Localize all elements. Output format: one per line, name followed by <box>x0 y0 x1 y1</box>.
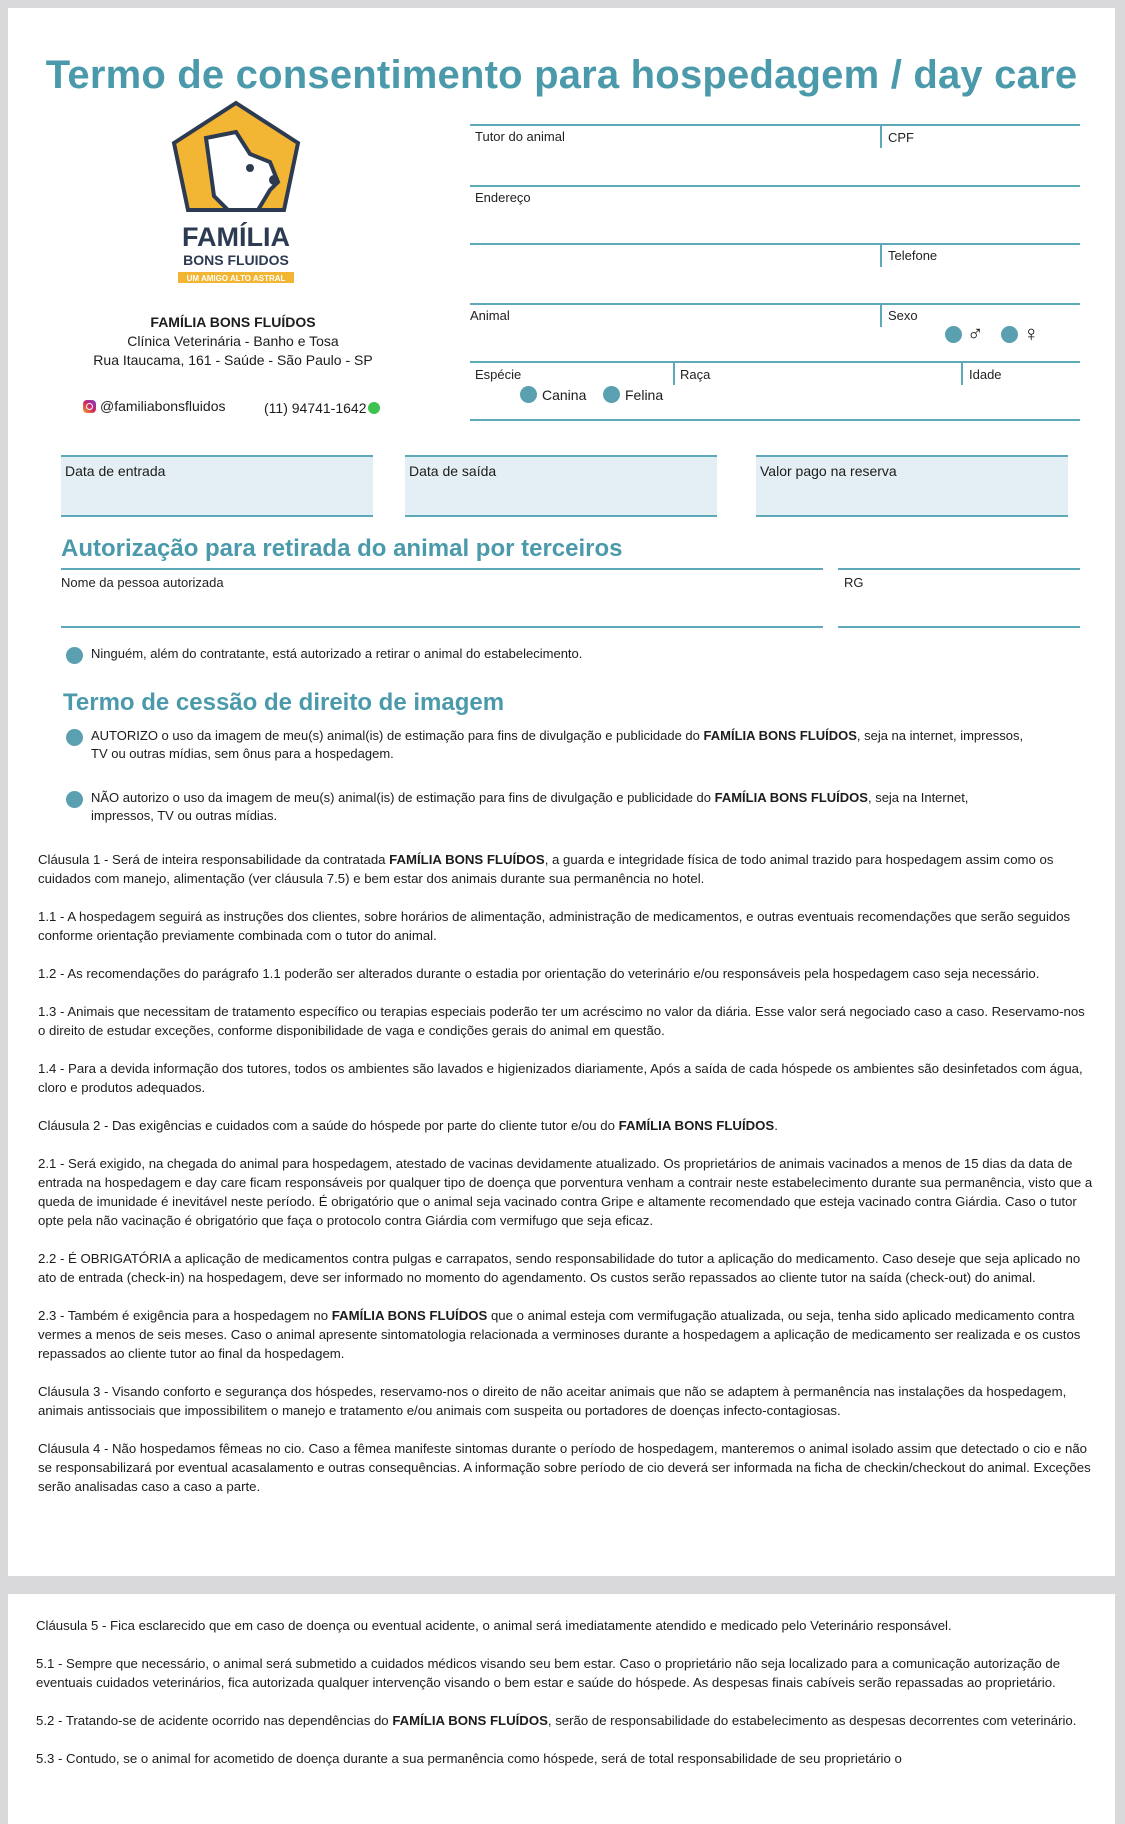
form-line <box>470 243 1080 245</box>
autorizo-imagem-option[interactable]: AUTORIZO o uso da imagem de meu(s) animal(is) de estimação para fins de divulgação e publicidade do FAMÍLIA BONS FLUÍDOS, seja na internet, impressos, TV ou outras mídias, sem ônus para a hospedagem. <box>66 727 1026 763</box>
form-line <box>61 626 823 628</box>
form-line <box>470 361 1080 363</box>
idade-field[interactable]: Idade <box>969 367 1002 382</box>
endereco-field[interactable]: Endereço <box>475 190 531 205</box>
form-line <box>838 568 1080 570</box>
familia-bons-fluidos-logo <box>166 98 306 298</box>
imagem-title: Termo de cessão de direito de imagem <box>63 689 505 716</box>
nome-autorizado-field[interactable]: Nome da pessoa autorizada <box>61 575 224 590</box>
form-line <box>470 124 1080 126</box>
valor-reserva-field[interactable]: Valor pago na reserva <box>756 455 1068 517</box>
clinic-services: Clínica Veterinária - Banho e Tosa <box>127 333 339 349</box>
radio-dot-icon <box>66 729 83 746</box>
sexo-field[interactable]: Sexo <box>888 308 918 323</box>
especie-field[interactable]: Espécie <box>475 367 522 382</box>
radio-dot-icon <box>66 791 83 808</box>
female-icon: ♀ <box>1023 321 1040 346</box>
radio-dot-icon <box>603 386 620 403</box>
document-page-1 <box>8 8 1115 1576</box>
form-line <box>61 568 823 570</box>
clausula-4: Cláusula 4 - Não hospedamos fêmeas no cio. Caso a fêmea manifeste sintomas durante o período de hospedagem, manteremos o animal isolado assim que detectado o cio e não se responsabilizará por eventual acasalamento e outras consequências. A informação sobre período de cio deverá ser informada na ficha de checkin/checkout do animal. Exceções serão analisadas caso a caso a parte. <box>38 1441 1091 1494</box>
document-page-2 <box>8 1594 1115 1824</box>
form-divider <box>880 126 882 148</box>
male-icon: ♂ <box>967 321 984 346</box>
clausula-3: Cláusula 3 - Visando conforto e segurança dos hóspedes, reservamo-nos o direito de não aceitar animais que não se adaptem à permanência nas instalações da hospedagem, animais antissociais que impossibilitem o manejo e tratamento e/ou animais com suspeita ou portadores de doenças infecto-contagiosas. <box>38 1384 1067 1418</box>
clausula-2-3: 2.3 - Também é exigência para a hospedagem no FAMÍLIA BONS FLUÍDOS que o animal esteja com vermifugação atualizada, ou seja, tenha sido aplicado medicamento contra vermes a menos de seis meses. Caso o animal apresente sintomatologia relacionada a verminoses durante a hospedagem a aplicação de medicamento ser realizada e os custos repassados ao cliente tutor ao final da hospedagem. <box>38 1308 1081 1361</box>
radio-dot-icon <box>520 386 537 403</box>
instagram-icon <box>83 400 96 413</box>
clausula-2-1: 2.1 - Será exigido, na chegada do animal para hospedagem, atestado de vacinas devidamente atualizado. Os proprietários de animais vacinados a menos de 15 dias da data de entrada na hospedagem e day care ficam responsáveis por qualquer tipo de doença que porventura venham a contrair neste estabelecimento durante sua permanência, visto que a queda de imunidade é inevitável neste período. É obrigatório que o animal seja vacinado contra Gripe e altamente recomendado que esteja vacinado contra Giárdia. Caso o tutor opte pela não vacinação é obrigatório que faça o protocolo contra Giárdia com vermifugo que seja eficaz. <box>38 1156 1093 1228</box>
clinic-info <box>78 313 388 370</box>
rg-field[interactable]: RG <box>844 575 864 590</box>
clausula-5-3: 5.3 - Contudo, se o animal for acometido de doença durante a sua permanência como hóspede, será de total responsabilidade de seu proprietário o <box>36 1751 902 1766</box>
radio-dot-icon <box>66 647 83 664</box>
clausula-5-1: 5.1 - Sempre que necessário, o animal será submetido a cuidados médicos visando seu bem estar. Caso o proprietário não seja localizado para a comunicação autorização de eventuais cuidados veterinários, fica autorizada qualquer intervenção visando o bem estar e saúde do hóspede. As despesas finais cabíveis serão repassadas ao proprietário. <box>36 1656 1061 1690</box>
form-divider <box>880 305 882 327</box>
clausula-1-3: 1.3 - Animais que necessitam de tratamento específico ou terapias especiais poderão ter um acréscimo no valor da diária. Esse valor será negociado caso a caso. Reservamo-nos o direito de estudar exceções, conforme disponibilidade de vaga e condições gerais do animal em questão. <box>38 1004 1085 1038</box>
document-title: Termo de consentimento para hospedagem / day care <box>45 53 1078 97</box>
telefone-field[interactable]: Telefone <box>888 248 938 263</box>
sexo-male-option[interactable] <box>945 321 984 346</box>
especie-felina-option[interactable]: Felina <box>603 386 663 403</box>
clausula-2: Cláusula 2 - Das exigências e cuidados com a saúde do hóspede por parte do cliente tutor e/ou do FAMÍLIA BONS FLUÍDOS. <box>38 1118 778 1133</box>
cpf-field[interactable]: CPF <box>888 130 914 145</box>
whatsapp-icon <box>368 402 380 414</box>
clinic-name: FAMÍLIA BONS FLUÍDOS <box>150 314 316 330</box>
tutor-field[interactable]: Tutor do animal <box>475 129 565 144</box>
radio-dot-icon <box>945 326 962 343</box>
clauses-text-page2 <box>36 1616 1091 1787</box>
autorizacao-title: Autorização para retirada do animal por terceiros <box>61 535 623 562</box>
ninguem-option[interactable]: Ninguém, além do contratante, está autorizado a retirar o animal do estabelecimento. <box>66 645 582 664</box>
form-line <box>470 303 1080 305</box>
clausula-2-2: 2.2 - É OBRIGATÓRIA a aplicação de medicamentos contra pulgas e carrapatos, sendo responsabilidade do tutor a aplicação do medicamento. Caso deseje que seja aplicado no ato de entrada (check-in) na hospedagem, deve ser informado no momento do agendamento. Os custos serão repassados ao cliente tutor na saída (check-out) do animal. <box>38 1251 1081 1285</box>
clausula-1-4: 1.4 - Para a devida informação dos tutores, todos os ambientes são lavados e higienizados diariamente, Após a saída de cada hóspede os ambientes são desinfetados com água, cloro e produtos adequados. <box>38 1061 1083 1095</box>
clausula-5-2: 5.2 - Tratando-se de acidente ocorrido nas dependências do FAMÍLIA BONS FLUÍDOS, serão de responsabilidade do estabelecimento as despesas decorrentes com veterinário. <box>36 1713 1077 1728</box>
animal-field[interactable]: Animal <box>470 308 510 323</box>
radio-dot-icon <box>1001 326 1018 343</box>
form-line <box>838 626 1080 628</box>
clinic-phone: (11) 94741-1642 <box>264 400 380 416</box>
clausula-1-2: 1.2 - As recomendações do parágrafo 1.1 poderão ser alterados durante o estadia por orientação do veterinário e/ou responsáveis pela hospedagem caso seja necessário. <box>38 966 1040 981</box>
form-divider <box>880 245 882 267</box>
logo-line1: FAMÍLIA <box>182 222 290 252</box>
data-saida-field[interactable]: Data de saída <box>405 455 717 517</box>
form-line <box>470 185 1080 187</box>
raca-field[interactable]: Raça <box>680 367 711 382</box>
form-divider <box>961 363 963 385</box>
nao-autorizo-imagem-option[interactable]: NÃO autorizo o uso da imagem de meu(s) animal(is) de estimação para fins de divulgação e publicidade do FAMÍLIA BONS FLUÍDOS, seja na Internet, impressos, TV ou outras mídias. <box>66 789 1026 825</box>
clinic-address: Rua Itaucama, 161 - Saúde - São Paulo - SP <box>93 352 373 368</box>
sexo-female-option[interactable] <box>1001 321 1040 346</box>
clausula-1: Cláusula 1 - Será de inteira responsabilidade da contratada FAMÍLIA BONS FLUÍDOS, a guarda e integridade física de todo animal trazido para hospedagem assim como os cuidados com manejo, alimentação (ver cláusula 7.5) e bem estar dos animais durante sua permanência no hotel. <box>38 852 1054 886</box>
clausula-5: Cláusula 5 - Fica esclarecido que em caso de doença ou eventual acidente, o animal será imediatamente atendido e medicado pelo Veterinário responsável. <box>36 1618 952 1633</box>
data-entrada-field[interactable]: Data de entrada <box>61 455 373 517</box>
logo-line2: BONS FLUIDOS <box>183 252 289 268</box>
clausula-1-1: 1.1 - A hospedagem seguirá as instruções dos clientes, sobre horários de alimentação, administração de medicamentos, e outras eventuais recomendações que serão seguidos conforme orientação previamente combinada com o tutor do animal. <box>38 909 1071 943</box>
form-line <box>470 419 1080 421</box>
instagram-handle: @familiabonsfluidos <box>83 398 226 414</box>
logo-tagline: UM AMIGO ALTO ASTRAL <box>186 274 286 283</box>
especie-canina-option[interactable]: Canina <box>520 386 586 403</box>
clauses-text <box>38 850 1093 1515</box>
form-divider <box>673 363 675 385</box>
